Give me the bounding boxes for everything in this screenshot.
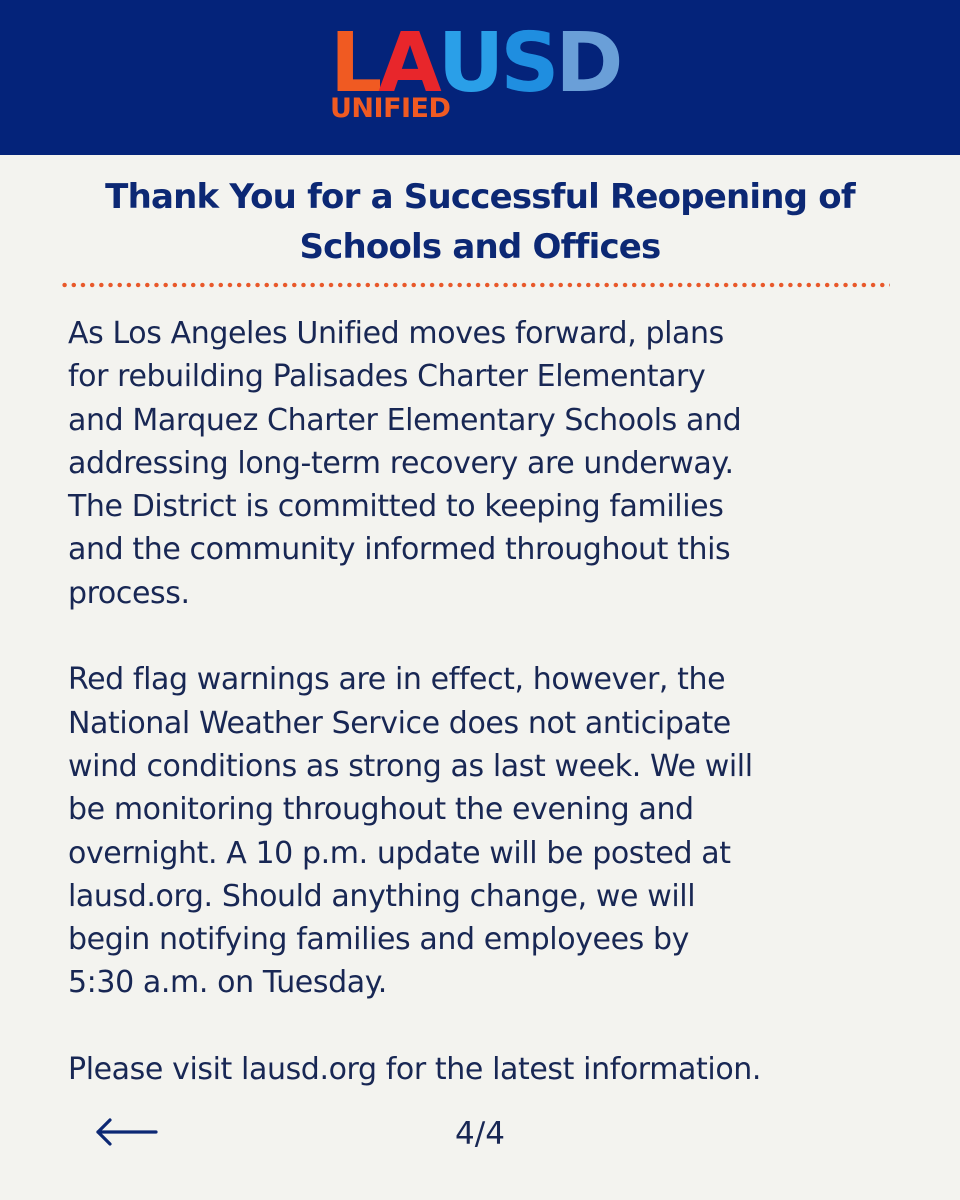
paragraph [68, 658, 918, 1004]
page-indicator: 4/4 [455, 1116, 505, 1152]
page-title: Thank You for a Successful Reopening of Schools and Offices [105, 177, 855, 267]
text-line: for rebuilding Palisades Charter Elementary [68, 359, 706, 395]
paragraph [68, 1048, 918, 1091]
paragraph [68, 312, 918, 615]
dotted-divider [60, 282, 890, 288]
logo-letter: L [330, 16, 379, 111]
logo-letter: D [555, 16, 620, 111]
text-line: Red flag warnings are in effect, however, the [68, 662, 726, 698]
text-line: As Los Angeles Unified moves forward, plans [68, 316, 724, 351]
logo-letter: S [500, 16, 556, 111]
body-text [68, 312, 918, 1091]
back-button[interactable] [94, 1116, 158, 1148]
text-line: The District is committed to keeping families [68, 489, 724, 525]
logo-letter: A [378, 16, 438, 111]
lausd-logo [330, 16, 640, 124]
text-line: begin notifying families and employees by [68, 922, 690, 958]
text-line: addressing long-term recovery are underway. [68, 445, 734, 481]
text-line: National Weather Service does not anticipate [68, 705, 731, 741]
text-line: lausd.org. Should anything change, we will [68, 878, 696, 914]
text-line: wind conditions as strong as last week. We will [68, 748, 753, 784]
text-line: be monitoring throughout the evening and [68, 792, 694, 828]
logo-subtext: UNIFIED [330, 93, 451, 124]
header-banner [0, 0, 960, 155]
logo-letter: U [437, 16, 501, 111]
text-line: overnight. A 10 p.m. update will be posted at [68, 835, 731, 871]
text-line: and the community informed throughout this [68, 532, 731, 568]
text-line: Please visit lausd.org for the latest information. [68, 1052, 762, 1088]
text-line: and Marquez Charter Elementary Schools and [68, 402, 742, 438]
left-arrow-icon [94, 1116, 158, 1148]
text-line: process. [68, 575, 190, 611]
text-line: 5:30 a.m. on Tuesday. [68, 965, 387, 1001]
